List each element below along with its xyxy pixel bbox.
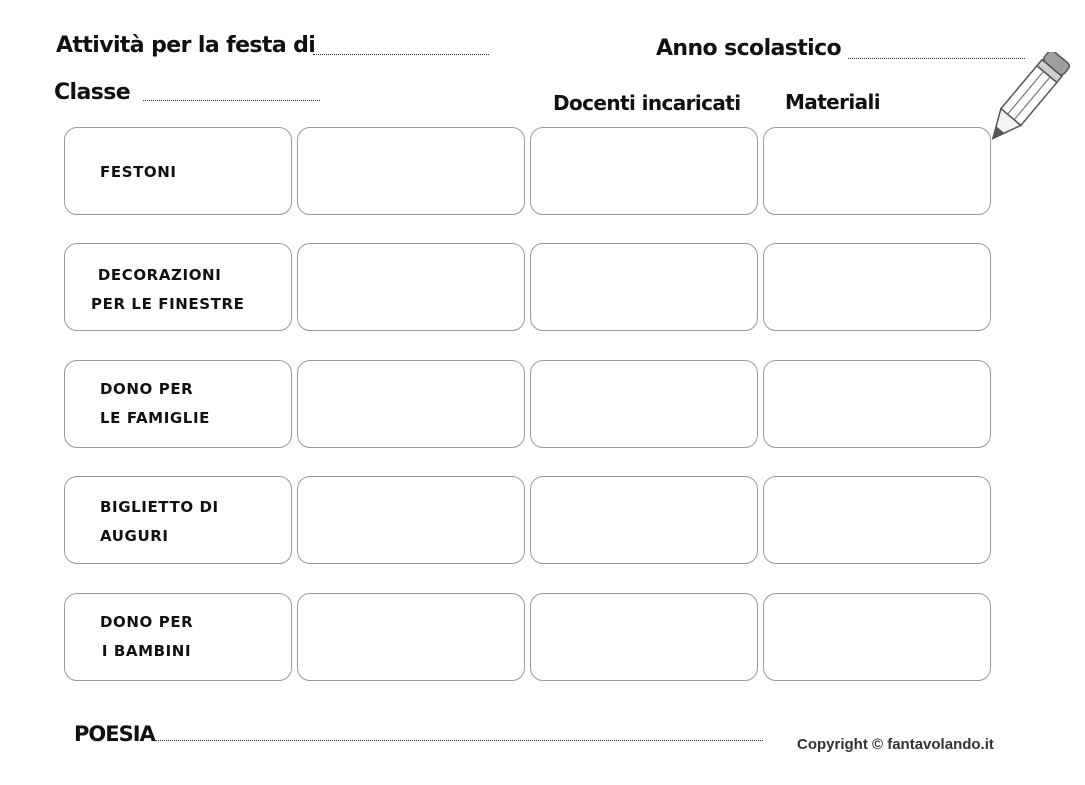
activity-label-line: AUGURI (100, 527, 169, 545)
activity-label-line: DONO PER (100, 613, 194, 631)
pencil-icon (990, 52, 1076, 148)
activity-label-line: I BAMBINI (96, 642, 192, 660)
input-cell[interactable] (297, 127, 525, 215)
activity-label-line: PER LE FINESTRE (91, 295, 245, 313)
materials-cell[interactable] (763, 476, 991, 564)
teachers-cell[interactable] (530, 243, 758, 331)
materials-cell[interactable] (763, 360, 991, 448)
activity-label-line: DECORAZIONI (92, 266, 222, 284)
activity-label: Attività per la festa di (56, 33, 316, 58)
teachers-column-header: Docenti incaricati (553, 91, 741, 115)
teachers-cell[interactable] (530, 593, 758, 681)
activity-field[interactable] (313, 54, 489, 55)
input-cell[interactable] (297, 593, 525, 681)
poem-label: POESIA (74, 722, 155, 746)
materials-column-header: Materiali (785, 90, 881, 114)
input-cell[interactable] (297, 476, 525, 564)
class-field[interactable] (143, 100, 320, 101)
activity-cell (64, 127, 292, 215)
poem-field[interactable] (155, 740, 763, 741)
activity-label-line: LE FAMIGLIE (100, 409, 210, 427)
teachers-cell[interactable] (530, 360, 758, 448)
teachers-cell[interactable] (530, 127, 758, 215)
school-year-label: Anno scolastico (656, 36, 842, 61)
input-cell[interactable] (297, 360, 525, 448)
activity-label-line: DONO PER (100, 380, 194, 398)
materials-cell[interactable] (763, 127, 991, 215)
input-cell[interactable] (297, 243, 525, 331)
class-label: Classe (54, 80, 131, 105)
activity-label-line: FESTONI (100, 163, 177, 181)
materials-cell[interactable] (763, 593, 991, 681)
materials-cell[interactable] (763, 243, 991, 331)
teachers-cell[interactable] (530, 476, 758, 564)
copyright-text: Copyright © fantavolando.it (797, 736, 994, 753)
activity-label-line: BIGLIETTO DI (100, 498, 219, 516)
